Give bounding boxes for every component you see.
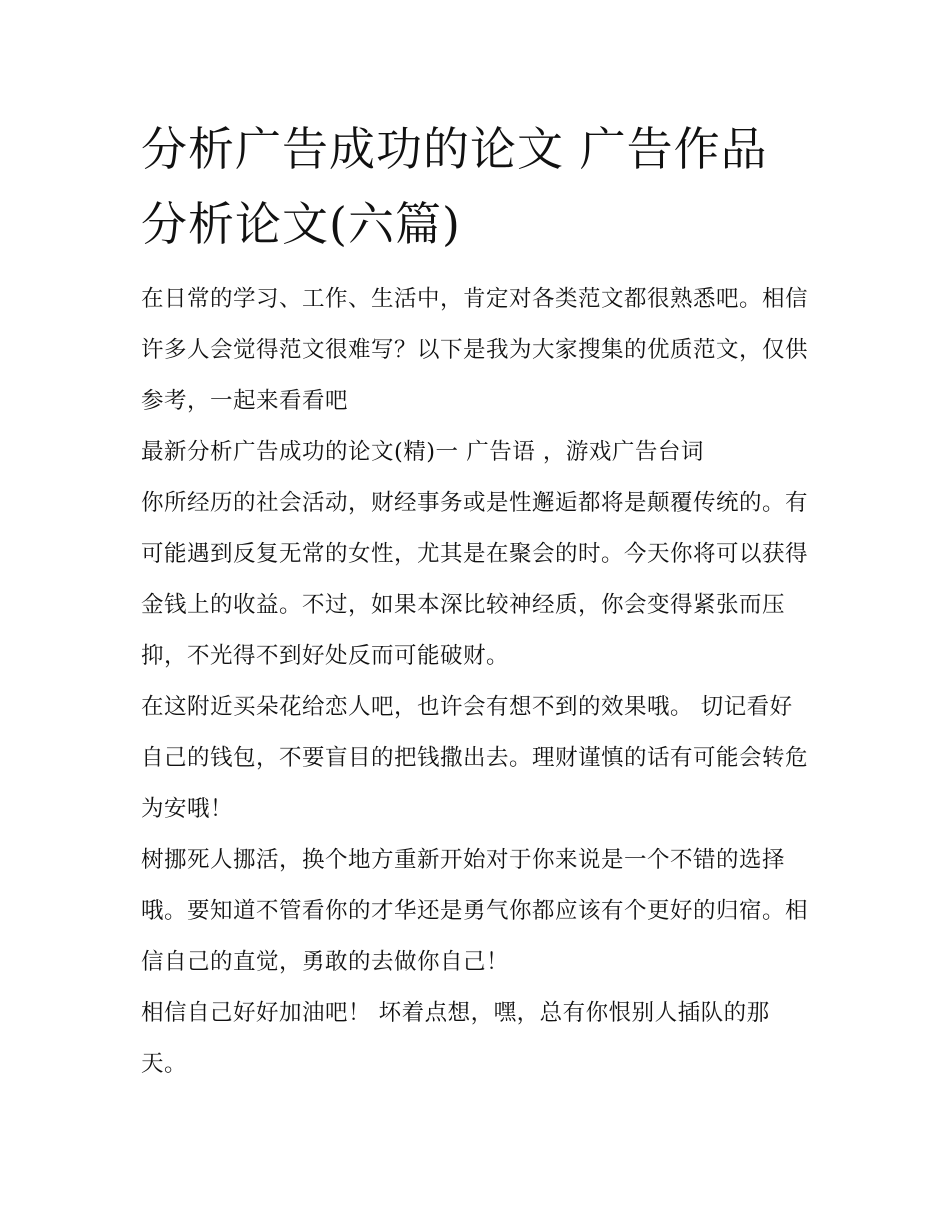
paragraph-move: 树挪死人挪活，换个地方重新开始对于你来说是一个不错的选择哦。要知道不管看你的才华还是勇气你都应该有个更好的归宿。相信自己的直觉，勇敢的去做你自己！: [141, 847, 809, 975]
document-page: [141, 112, 813, 1090]
paragraph-encourage: 相信自己好好加油吧！ 坏着点想，嘿，总有你恨别人插队的那天。: [141, 1000, 770, 1077]
document-title: 分析广告成功的论文 广告作品分析论文(六篇): [141, 122, 768, 251]
paragraph-intro: 在日常的学习、工作、生活中，肯定对各类范文都很熟悉吧。相信许多人会觉得范文很难写？以下是我为大家搜集的优质范文，仅供参考，一起来看看吧: [141, 286, 809, 414]
paragraph-social: 你所经历的社会活动，财经事务或是性邂逅都将是颠覆传统的。有可能遇到反复无常的女性，尤其是在聚会的时。今天你将可以获得金钱上的收益。不过，如果本深比较神经质，你会变得紧张而压抑，不光得不到好处反而可能破财。: [141, 490, 809, 669]
paragraph-subheading: 最新分析广告成功的论文(精)一 广告语 ，游戏广告台词: [141, 439, 704, 465]
document-body: [141, 274, 813, 1090]
paragraph-flowers: 在这附近买朵花给恋人吧，也许会有想不到的效果哦。 切记看好自己的钱包，不要盲目的把钱撒出去。理财谨慎的话有可能会转危为安哦！: [141, 694, 809, 822]
